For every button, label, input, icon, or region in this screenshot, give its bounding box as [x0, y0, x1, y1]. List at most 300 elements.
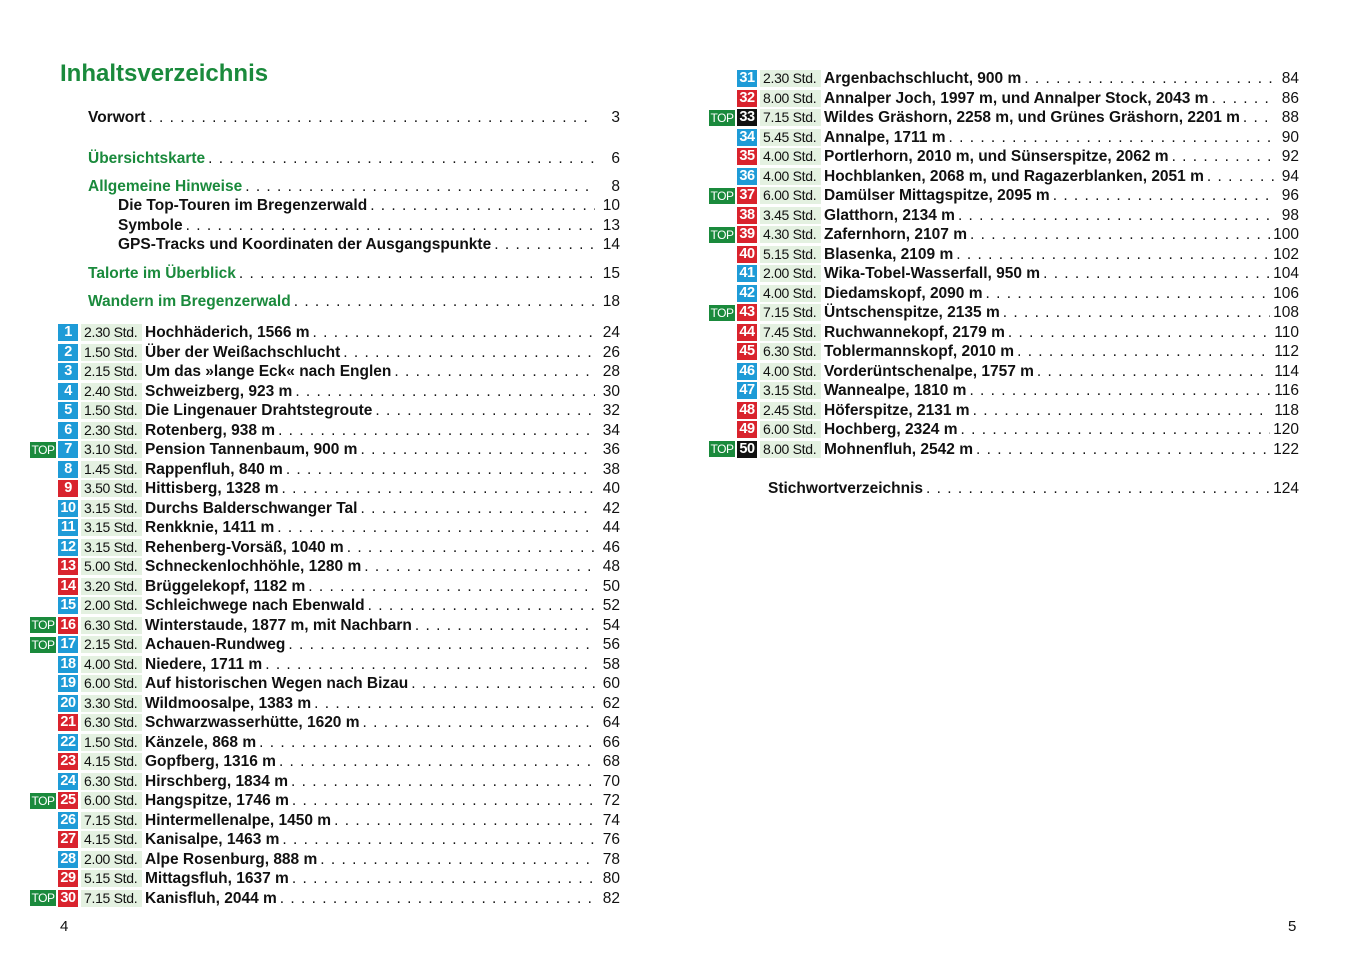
leader-dots	[292, 791, 595, 810]
tour-entry[interactable]	[30, 674, 620, 693]
tour-entry[interactable]	[30, 713, 620, 732]
tour-page: 78	[602, 850, 620, 868]
tour-page: 90	[1281, 128, 1299, 146]
top-badge: TOP	[710, 442, 734, 456]
top-badge: TOP	[31, 793, 55, 808]
tour-page: 34	[602, 421, 620, 439]
leader-dots	[1037, 362, 1271, 381]
leader-dots	[1043, 264, 1270, 283]
tour-duration: 2.15 Std.	[81, 636, 142, 653]
tour-number: 17	[58, 636, 78, 653]
tour-page: 80	[602, 870, 620, 887]
tour-duration: 3.20 Std.	[81, 578, 142, 595]
tour-title: Achauen-Rundweg	[145, 636, 286, 653]
tour-entry[interactable]	[30, 596, 620, 615]
tour-title: Wildes Gräshorn, 2258 m, und Grünes Gräshorn, 2201 m	[824, 109, 1240, 126]
leader-dots	[364, 557, 595, 576]
leader-dots	[320, 850, 595, 869]
tour-number: 40	[737, 246, 757, 263]
tour-entry[interactable]	[30, 655, 620, 674]
tour-entry[interactable]	[30, 557, 620, 576]
section-page: 14	[602, 236, 620, 253]
top-badge: TOP	[31, 637, 55, 652]
leader-dots	[958, 206, 1274, 225]
leader-dots	[291, 772, 595, 791]
tour-title: Glatthorn, 2134 m	[824, 206, 955, 224]
tour-entry[interactable]	[30, 830, 620, 849]
tour-duration: 6.00 Std.	[760, 187, 821, 204]
tour-title: Annalper Joch, 1997 m, und Annalper Stock, 2043 m	[824, 89, 1209, 107]
tour-entry[interactable]	[709, 225, 1299, 244]
tour-entry[interactable]	[709, 323, 1299, 342]
top-badge: TOP	[31, 891, 55, 905]
tour-number: 15	[58, 597, 78, 614]
tour-entry[interactable]	[30, 694, 620, 713]
tour-duration: 4.15 Std.	[81, 831, 142, 848]
tour-entry[interactable]	[30, 772, 620, 791]
tour-duration: 4.00 Std.	[760, 168, 821, 185]
tour-page: 38	[602, 460, 620, 478]
tour-page: 64	[602, 714, 620, 731]
tour-number: 28	[58, 851, 78, 868]
tour-page: 110	[1274, 323, 1299, 341]
tour-page: 106	[1273, 284, 1299, 302]
tour-page: 76	[602, 831, 620, 848]
tour-duration: 8.00 Std.	[760, 90, 821, 107]
tour-page: 122	[1273, 440, 1299, 458]
tour-title: Annalpe, 1711 m	[824, 128, 946, 146]
tour-title: Winterstaude, 1877 m, mit Nachbarn	[145, 616, 412, 634]
tour-duration: 2.30 Std.	[81, 422, 142, 439]
tour-entry[interactable]	[30, 401, 620, 420]
tour-page: 44	[602, 519, 620, 536]
tour-page: 82	[602, 889, 620, 907]
tour-entry[interactable]	[709, 128, 1299, 147]
tour-duration: 2.30 Std.	[81, 324, 142, 341]
tour-entry[interactable]	[30, 811, 620, 830]
tour-page: 32	[602, 402, 620, 419]
leader-dots	[294, 292, 595, 311]
tour-duration: 6.30 Std.	[760, 343, 821, 360]
tour-number: 29	[58, 870, 78, 887]
tour-entry[interactable]	[30, 440, 620, 459]
tour-page: 68	[602, 753, 620, 770]
leader-dots	[292, 869, 595, 888]
tour-entry[interactable]	[709, 381, 1299, 400]
tour-duration: 6.30 Std.	[81, 773, 142, 790]
tour-title: Die Lingenauer Drahtstegroute	[145, 402, 373, 419]
tour-number: 41	[737, 265, 757, 282]
tour-duration: 1.50 Std.	[81, 402, 142, 419]
index-label: Stichwortverzeichnis	[768, 480, 924, 497]
tour-number: 2	[58, 344, 78, 361]
top-badge: TOP	[31, 442, 55, 457]
tour-entry[interactable]	[709, 89, 1299, 108]
leader-dots	[334, 811, 595, 830]
tour-duration: 4.00 Std.	[81, 656, 142, 673]
tour-page: 48	[602, 558, 620, 575]
tour-number: 23	[58, 753, 78, 770]
tour-number: 47	[737, 382, 757, 399]
tour-duration: 4.30 Std.	[760, 226, 821, 243]
tour-page: 118	[1274, 401, 1299, 419]
tour-entry[interactable]	[30, 616, 620, 635]
tour-number: 26	[58, 812, 78, 829]
tour-number: 42	[737, 285, 757, 302]
leader-dots	[970, 225, 1270, 244]
leader-dots	[411, 674, 595, 693]
index-page: 124	[1273, 480, 1299, 497]
leader-dots	[347, 538, 595, 557]
tour-entry[interactable]	[709, 186, 1299, 205]
tour-duration: 3.15 Std.	[81, 539, 142, 556]
tour-number: 16	[58, 617, 78, 634]
tour-title: Über der Weißachschlucht	[145, 343, 341, 361]
tour-title: Wildmoosalpe, 1383 m	[145, 694, 312, 712]
leader-dots	[1008, 323, 1271, 342]
tour-duration: 4.00 Std.	[760, 363, 821, 380]
tour-entry[interactable]	[30, 889, 620, 908]
tour-number: 10	[58, 500, 78, 517]
tour-entry[interactable]	[709, 401, 1299, 420]
tour-page: 50	[602, 577, 620, 595]
tour-title: Um das »lange Eck« nach Englen	[145, 363, 392, 380]
tour-entry[interactable]	[709, 362, 1299, 381]
tour-page: 60	[602, 675, 620, 692]
leader-dots	[278, 421, 595, 440]
tour-entry[interactable]	[709, 342, 1299, 361]
section-label: Symbole	[118, 217, 183, 234]
tour-duration: 3.15 Std.	[760, 382, 821, 399]
tour-page: 56	[602, 636, 620, 653]
leader-dots	[375, 401, 595, 420]
tour-entry[interactable]	[30, 479, 620, 498]
tour-number: 35	[737, 148, 757, 165]
section-entry[interactable]	[88, 264, 620, 283]
tour-entry[interactable]	[709, 206, 1299, 225]
page-number-right: 5	[1288, 918, 1297, 935]
tour-title: Durchs Balderschwanger Tal	[145, 499, 358, 517]
tour-title: Hochblanken, 2068 m, und Ragazerblanken, 2051 m	[824, 167, 1204, 185]
tour-number: 7	[58, 441, 78, 458]
tour-duration: 4.00 Std.	[760, 285, 821, 302]
tour-title: Auf historischen Wegen nach Bizau	[145, 675, 409, 692]
section-label: Talorte im Überblick	[88, 265, 236, 282]
tour-entry[interactable]	[30, 421, 620, 440]
tour-number: 22	[58, 734, 78, 751]
leader-dots	[295, 382, 595, 401]
tour-number: 27	[58, 831, 78, 848]
tour-entry[interactable]	[30, 343, 620, 362]
tour-title: Damülser Mittagspitze, 2095 m	[824, 187, 1050, 204]
tour-entry[interactable]	[30, 499, 620, 518]
leader-dots	[976, 440, 1270, 459]
section-label: Wandern im Bregenzerwald	[88, 293, 291, 310]
index-entry[interactable]	[768, 479, 1299, 498]
tour-number: 4	[58, 383, 78, 400]
tour-duration: 7.15 Std.	[81, 812, 142, 829]
tour-number: 19	[58, 675, 78, 692]
tour-entry[interactable]	[709, 303, 1299, 322]
leader-dots	[259, 733, 595, 752]
tour-duration: 5.15 Std.	[81, 870, 142, 887]
tour-duration: 1.50 Std.	[81, 734, 142, 751]
tour-duration: 4.00 Std.	[760, 148, 821, 165]
tour-duration: 3.45 Std.	[760, 207, 821, 224]
leader-dots	[208, 149, 595, 168]
tour-page: 96	[1281, 187, 1299, 204]
tour-number: 33	[737, 109, 757, 126]
tour-duration: 3.15 Std.	[81, 519, 142, 536]
section-label: Vorwort	[88, 109, 146, 126]
section-entry[interactable]	[88, 108, 620, 127]
tour-entry[interactable]	[30, 752, 620, 771]
tour-title: Mohnenfluh, 2542 m	[824, 440, 973, 458]
section-entry[interactable]	[88, 177, 620, 196]
tour-duration: 7.15 Std.	[760, 109, 821, 126]
tour-duration: 6.00 Std.	[760, 421, 821, 438]
tour-page: 104	[1273, 265, 1299, 282]
tour-duration: 1.45 Std.	[81, 461, 142, 478]
tour-page: 114	[1274, 362, 1299, 380]
tour-duration: 6.00 Std.	[81, 792, 142, 809]
tour-page: 102	[1273, 245, 1299, 263]
leader-dots	[148, 108, 595, 127]
tour-entry[interactable]	[30, 733, 620, 752]
tour-duration: 2.15 Std.	[81, 363, 142, 380]
tour-title: Hittisberg, 1328 m	[145, 480, 279, 497]
tour-title: Schneckenlochhöhle, 1280 m	[145, 558, 362, 575]
tour-number: 46	[737, 363, 757, 380]
tour-title: Zafernhorn, 2107 m	[824, 226, 967, 243]
tour-title: Känzele, 868 m	[145, 733, 257, 751]
tour-duration: 3.30 Std.	[81, 695, 142, 712]
tour-title: Blasenka, 2109 m	[824, 245, 954, 263]
tour-entry[interactable]	[30, 791, 620, 810]
tour-number: 18	[58, 656, 78, 673]
leader-dots	[239, 264, 595, 283]
section-entry[interactable]	[118, 235, 620, 254]
section-page: 6	[611, 150, 620, 167]
tour-page: 40	[602, 480, 620, 497]
tour-page: 94	[1281, 167, 1299, 185]
tour-title: Wika-Tobel-Wasserfall, 950 m	[824, 265, 1041, 282]
tour-number: 32	[737, 90, 757, 107]
tour-number: 20	[58, 695, 78, 712]
section-entry[interactable]	[88, 149, 620, 168]
tour-page: 88	[1281, 109, 1299, 126]
tour-page: 62	[602, 694, 620, 712]
tour-page: 86	[1281, 89, 1299, 107]
tour-title: Hirschberg, 1834 m	[145, 772, 289, 790]
tour-title: Vorderüntschenalpe, 1757 m	[824, 362, 1034, 380]
tour-title: Brüggelekopf, 1182 m	[145, 577, 306, 595]
tour-number: 45	[737, 343, 757, 360]
page-title: Inhaltsverzeichnis	[60, 60, 269, 87]
leader-dots	[973, 401, 1272, 420]
tour-title: Rehenberg-Vorsäß, 1040 m	[145, 538, 344, 556]
tour-page: 120	[1273, 421, 1299, 438]
tour-number: 37	[737, 187, 757, 204]
tour-title: Kanisalpe, 1463 m	[145, 831, 280, 848]
leader-dots	[394, 362, 595, 381]
tour-duration: 3.10 Std.	[81, 441, 142, 458]
tour-duration: 7.15 Std.	[81, 890, 142, 907]
tour-number: 9	[58, 480, 78, 497]
section-label: Die Top-Touren im Bregenzerwald	[118, 197, 368, 214]
top-badge: TOP	[31, 618, 55, 632]
tour-entry[interactable]	[709, 69, 1299, 88]
tour-title: Ruchwannekopf, 2179 m	[824, 323, 1005, 341]
tour-duration: 4.15 Std.	[81, 753, 142, 770]
page-number-left: 4	[60, 918, 69, 935]
tour-entry[interactable]	[709, 440, 1299, 459]
tour-number: 30	[58, 890, 78, 907]
tour-title: Schwarzwasserhütte, 1620 m	[145, 714, 360, 731]
section-entry[interactable]	[118, 216, 620, 235]
tour-title: Pension Tannenbaum, 900 m	[145, 441, 358, 458]
leader-dots	[288, 635, 595, 654]
leader-dots	[948, 128, 1274, 147]
tour-entry[interactable]	[709, 284, 1299, 303]
top-badge: TOP	[710, 110, 734, 125]
tour-page: 116	[1274, 382, 1299, 399]
tour-entry[interactable]	[30, 323, 620, 342]
tour-number: 44	[737, 324, 757, 341]
tour-number: 50	[737, 441, 757, 458]
section-entry[interactable]	[88, 292, 620, 311]
leader-dots	[363, 713, 595, 732]
tour-duration: 6.00 Std.	[81, 675, 142, 692]
tour-page: 108	[1273, 304, 1299, 321]
top-badge: TOP	[710, 305, 734, 320]
tour-entry[interactable]	[30, 850, 620, 869]
tour-number: 43	[737, 304, 757, 321]
leader-dots	[969, 381, 1271, 400]
tour-title: Alpe Rosenburg, 888 m	[145, 850, 318, 868]
tour-entry[interactable]	[709, 264, 1299, 283]
leader-dots	[956, 245, 1270, 264]
tour-entry[interactable]	[709, 147, 1299, 166]
tour-entry[interactable]	[709, 167, 1299, 186]
tour-number: 31	[737, 70, 757, 87]
tour-page: 58	[602, 655, 620, 673]
tour-number: 14	[58, 578, 78, 595]
leader-dots	[343, 343, 595, 362]
tour-number: 5	[58, 402, 78, 419]
leader-dots	[360, 440, 595, 459]
tour-title: Argenbachschlucht, 900 m	[824, 70, 1022, 87]
tour-page: 30	[602, 382, 620, 400]
tour-duration: 7.15 Std.	[760, 304, 821, 321]
section-entry[interactable]	[118, 196, 620, 215]
leader-dots	[1211, 89, 1274, 108]
tour-entry[interactable]	[30, 869, 620, 888]
leader-dots	[1003, 303, 1270, 322]
leader-dots	[313, 323, 595, 342]
tour-title: Portlerhorn, 2010 m, und Sünserspitze, 2062 m	[824, 148, 1169, 165]
tour-number: 12	[58, 539, 78, 556]
section-page: 8	[611, 178, 620, 195]
tour-number: 13	[58, 558, 78, 575]
section-page: 15	[602, 265, 620, 282]
tour-page: 52	[602, 597, 620, 614]
top-badge: TOP	[710, 227, 734, 242]
leader-dots	[986, 284, 1271, 303]
tour-duration: 8.00 Std.	[760, 441, 821, 458]
tour-page: 92	[1281, 148, 1299, 165]
tour-entry[interactable]	[709, 245, 1299, 264]
leader-dots	[314, 694, 595, 713]
tour-page: 84	[1281, 70, 1299, 87]
tour-page: 42	[602, 499, 620, 517]
tour-title: Toblermannskopf, 2010 m	[824, 343, 1015, 360]
leader-dots	[1172, 147, 1274, 166]
tour-page: 36	[602, 441, 620, 458]
tour-entry[interactable]	[30, 635, 620, 654]
tour-duration: 2.45 Std.	[760, 402, 821, 419]
tour-entry[interactable]	[30, 518, 620, 537]
tour-duration: 3.50 Std.	[81, 480, 142, 497]
tour-title: Rappenfluh, 840 m	[145, 460, 283, 478]
tour-entry[interactable]	[30, 362, 620, 381]
leader-dots	[280, 889, 595, 908]
tour-number: 6	[58, 422, 78, 439]
tour-duration: 5.15 Std.	[760, 246, 821, 263]
tour-entry[interactable]	[709, 420, 1299, 439]
tour-title: Hintermellenalpe, 1450 m	[145, 811, 332, 829]
leader-dots	[279, 752, 595, 771]
tour-number: 25	[58, 792, 78, 809]
section-label: GPS-Tracks und Koordinaten der Ausgangspunkte	[118, 236, 492, 253]
tour-title: Hochberg, 2324 m	[824, 421, 958, 438]
tour-page: 74	[602, 811, 620, 829]
tour-entry[interactable]	[30, 460, 620, 479]
tour-number: 3	[58, 363, 78, 380]
tour-number: 39	[737, 226, 757, 243]
tour-title: Renkknie, 1411 m	[145, 519, 275, 536]
tour-duration: 2.00 Std.	[760, 265, 821, 282]
tour-entry[interactable]	[30, 382, 620, 401]
leader-dots	[1243, 108, 1274, 127]
tour-page: 26	[602, 343, 620, 361]
tour-title: Kanisfluh, 2044 m	[145, 889, 277, 907]
leader-dots	[370, 196, 595, 215]
tour-page: 28	[602, 363, 620, 380]
tour-duration: 1.50 Std.	[81, 344, 142, 361]
tour-duration: 5.00 Std.	[81, 558, 142, 575]
tour-page: 72	[602, 792, 620, 809]
tour-number: 1	[58, 324, 78, 341]
tour-entry[interactable]	[30, 538, 620, 557]
tour-number: 11	[58, 519, 78, 536]
section-page: 10	[602, 197, 620, 214]
tour-title: Mittagsfluh, 1637 m	[145, 870, 289, 887]
leader-dots	[1017, 342, 1271, 361]
tour-number: 48	[737, 402, 757, 419]
tour-title: Rotenberg, 938 m	[145, 421, 276, 439]
tour-page: 66	[602, 733, 620, 751]
leader-dots	[368, 596, 595, 615]
tour-number: 21	[58, 714, 78, 731]
leader-dots	[961, 420, 1271, 439]
tour-entry[interactable]	[709, 108, 1299, 127]
leader-dots	[282, 830, 595, 849]
tour-title: Höferspitze, 2131 m	[824, 401, 970, 419]
leader-dots	[494, 235, 595, 254]
tour-duration: 2.00 Std.	[81, 851, 142, 868]
tour-entry[interactable]	[30, 577, 620, 596]
